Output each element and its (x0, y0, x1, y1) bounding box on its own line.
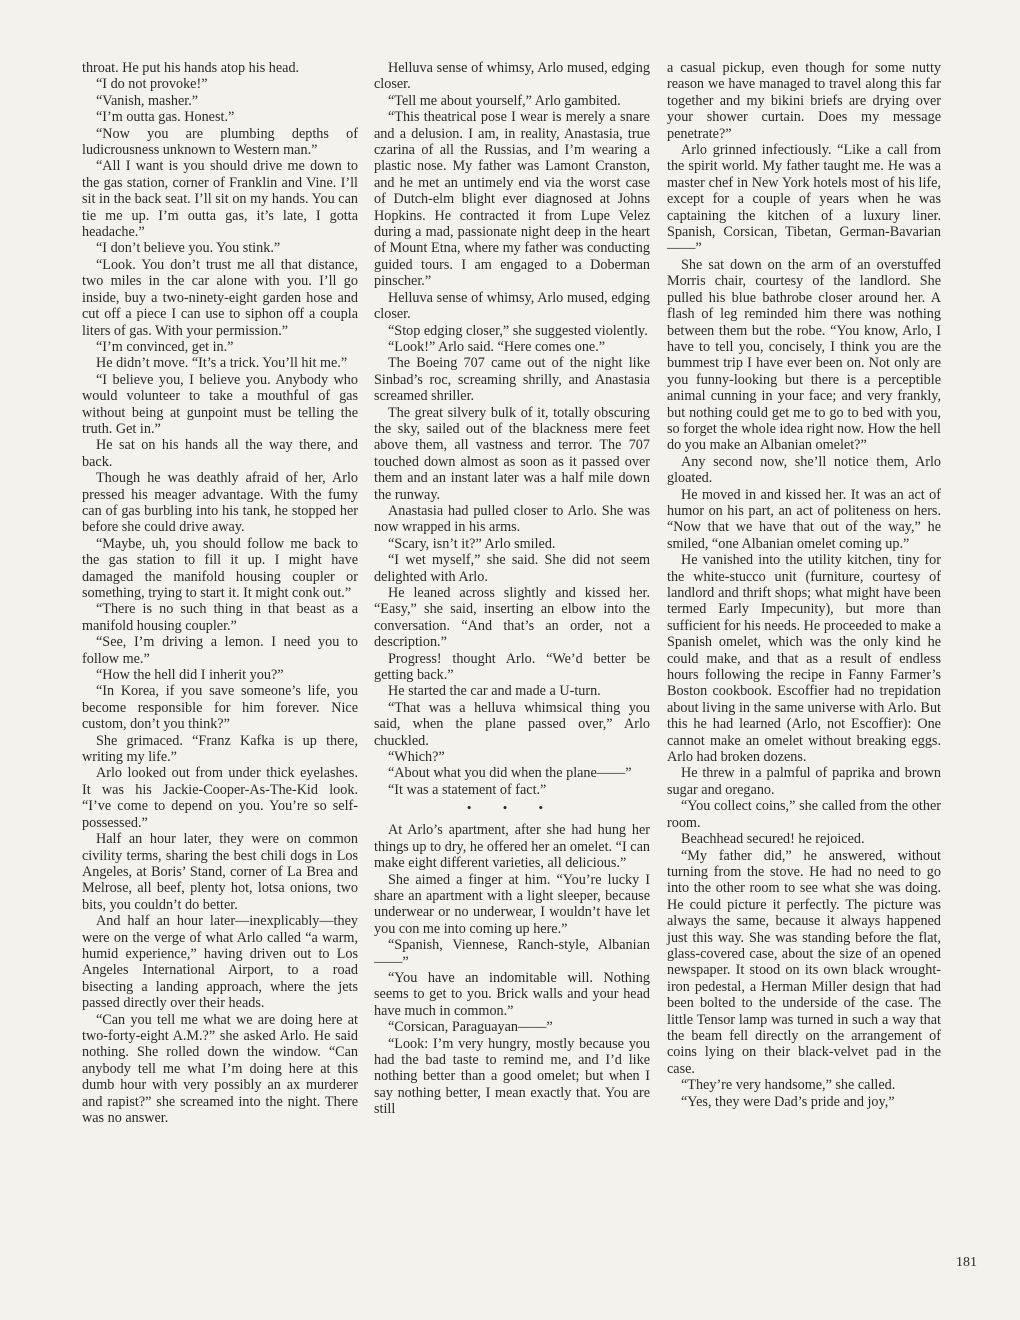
paragraph: “This theatrical pose I wear is merely a snare and a delusion. I am, in reality, Anastasia, true czarina of all the Russias, and I’m wearing a plastic nose. My father was Lamont Cranston, and he met an untimely end via the worst case of Dutch-elm blight ever diagnosed at Johns Hopkins. He contracted it from Lupe Velez during a mad, passionate night deep in the heart of Mount Etna, where my father was conducting guided tours. I am engaged to a Doberman pinscher.” (374, 109, 650, 290)
paragraph: “My father did,” he answered, without turning from the stove. He had no need to go into the other room to see what she was doing. He could picture it perfectly. The picture was always the same, because it always happened just this way. She was standing before the flat, glass-covered case, about the size of an opened newspaper. It stood on its own black wrought-iron pedestal, a Herman Miller design that had been bolted to the underside of the case. The little Tensor lamp was turned in such a way that the beam fell directly on the arrangement of coins lying on their black-velvet pad in the case. (667, 847, 941, 1077)
paragraph: Anastasia had pulled closer to Arlo. She was now wrapped in his arms. (374, 502, 650, 536)
paragraph: “Spanish, Viennese, Ranch-style, Albanian——” (374, 937, 650, 970)
paragraph: “Vanish, masher.” (96, 92, 199, 109)
paragraph: She sat down on the arm of an overstuffed Morris chair, courtesy of the landlord. She pulled his blue bathrobe closer around her. A flash of leg reminded him there was nothing between them but the robe. “You know, Arlo, I have to tell you, concisely, I think you are the bummest trip I have ever been on. Not only are you funny-looking but there is a perceptible animal cunning in your face; and very frankly, but nothing could get me to go to bed with you, so forget the whole idea right now. How the hell do you make an Albanian omelet?” (667, 256, 941, 454)
paragraph: “Can you tell me what we are doing here at two-forty-eight A.M.?” she asked Arlo. He said nothing. She rolled down the window. “Can anybody tell me what I’m doing here at this dumb hour with very possibly an ax murderer and rapist?” she screamed into the night. There was no answer. (82, 1011, 358, 1126)
text-column-3 (667, 60, 941, 1110)
paragraph: Helluva sense of whimsy, Arlo mused, edging closer. (374, 60, 650, 93)
paragraph: “Look!” Arlo said. “Here comes one.” (388, 338, 606, 355)
paragraph: throat. He put his hands atop his head. (82, 60, 300, 76)
paragraph: Half an hour later, they were on common civility terms, sharing the best chili dogs in Los Angeles, at Boris’ Stand, corner of La Brea and Melrose, all beef, plenty hot, lotsa onions, two bits, you couldn’t do better. (82, 831, 358, 913)
paragraph: “I believe you, I believe you. Anybody who would volunteer to take a mouthful of gas without being at gunpoint must be telling the truth. Get in.” (82, 371, 358, 437)
paragraph: “I’m outta gas. Honest.” (96, 109, 235, 126)
paragraph: “Scary, isn’t it?” Arlo smiled. (388, 535, 556, 552)
paragraph: Though he was deathly afraid of her, Arlo pressed his meager advantage. With the fumy can of gas burbling into his tank, he stopped her before she could drive away. (82, 470, 358, 536)
paragraph: The great silvery bulk of it, totally obscuring the sky, sailed out of the blackness mere feet above them, all vastness and terror. The 707 touched down almost as soon as it passed over them and an instant later was a half mile down the runway. (374, 404, 650, 503)
paragraph: And half an hour later—inexplicably—they were on the verge of what Arlo called “a warm, humid experience,” having driven out to Los Angeles International Airport, to a road bisecting a landing approach, where the jets passed directly over their heads. (82, 913, 358, 1012)
paragraph: Helluva sense of whimsy, Arlo mused, edging closer. (374, 289, 650, 323)
paragraph: “I do not provoke!” (96, 76, 208, 93)
paragraph: “Look. You don’t trust me all that distance, two miles in the car alone with you. I’ll go inside, buy a two-ninety-eight garden hose and cut off a piece I can use to siphon off a coupla liters of gas. With your permission.” (82, 256, 358, 339)
paragraph: “About what you did when the plane——” (388, 765, 632, 782)
paragraph: At Arlo’s apartment, after she had hung her things up to dry, he offered her an omelet. “I can make eight different varieties, all delicious.” (374, 822, 650, 872)
paragraph: “See, I’m driving a lemon. I need you to follow me.” (82, 634, 358, 667)
paragraph: Progress! thought Arlo. “We’d better be getting back.” (374, 650, 650, 684)
paragraph: He threw in a palmful of paprika and brown sugar and oregano. (667, 765, 941, 798)
paragraph: “Stop edging closer,” she suggested violently. (388, 322, 648, 339)
paragraph: “I wet myself,” she said. She did not seem delighted with Arlo. (374, 552, 650, 585)
paragraph: “Look: I’m very hungry, mostly because you had the bad taste to remind me, and I’d like nothing better than a good omelet; but when I say nothing better, I mean exactly that. You are still (374, 1035, 650, 1118)
text-column-1 (82, 60, 358, 1126)
paragraph: He sat on his hands all the way there, and back. (82, 437, 358, 470)
paragraph: He started the car and made a U-turn. (388, 683, 601, 700)
paragraph: “They’re very handsome,” she called. (681, 1077, 896, 1094)
paragraph: “Maybe, uh, you should follow me back to the gas station to fill it up. I might have damaged the manifold housing coupler or something, trying to start it. It might conk out.” (82, 535, 358, 601)
page-number: 181 (956, 1255, 977, 1270)
text-column-2 (374, 60, 650, 1118)
paragraph: “In Korea, if you save someone’s life, you become responsible for him forever. Nice custom, don’t you think?” (82, 683, 358, 733)
paragraph: “I don’t believe you. You stink.” (96, 240, 281, 257)
paragraph: “Corsican, Paraguayan——” (388, 1019, 553, 1036)
paragraph: Arlo grinned infectiously. “Like a call from the spirit world. My father taught me. He was a master chef in New York hotels most of his life, except for a couple of years when he was captaining the kitchen of a luxury liner. Spanish, Corsican, Tibetan, German-Bavarian——” (667, 142, 941, 257)
paragraph: a casual pickup, even though for some nutty reason we have managed to travel along this far together and my bikini briefs are drying over your shower curtain. Does my message penetrate?” (667, 60, 941, 142)
paragraph: “Which?” (388, 749, 445, 766)
paragraph: “It was a statement of fact.” (388, 781, 547, 798)
paragraph: “You have an indomitable will. Nothing seems to get to you. Brick walls and your head have much in common.” (374, 969, 650, 1019)
paragraph: She grimaced. “Franz Kafka is up there, writing my life.” (82, 732, 358, 766)
paragraph: “Now you are plumbing depths of ludicrousness unknown to Western man.” (82, 125, 358, 159)
paragraph: Arlo looked out from under thick eyelashes. It was his Jackie-Cooper-As-The-Kid look. “I’ve come to depend on you. You’re so self-possessed.” (82, 765, 358, 831)
paragraph: “All I want is you should drive me down to the gas station, corner of Franklin and Vine. I’ll sit in the back seat. I’ll sit on my hands. You can tie me up. I’m outta gas, it’s late, I gotta headache.” (82, 158, 358, 241)
paragraph: “How the hell did I inherit you?” (96, 667, 284, 684)
paragraph: The Boeing 707 came out of the night like Sinbad’s roc, screaming shrilly, and Anastasia screamed shriller. (374, 355, 650, 405)
paragraph: Any second now, she’ll notice them, Arlo gloated. (667, 453, 941, 487)
paragraph: “Tell me about yourself,” Arlo gambited. (388, 92, 621, 109)
paragraph: “You collect coins,” she called from the other room. (667, 798, 941, 831)
paragraph: He moved in and kissed her. It was an act of humor on his part, an act of politeness on hers. “Now that we have that out of the way,” he smiled, “one Albanian omelet coming up.” (667, 486, 941, 552)
paragraph: “That was a helluva whimsical thing you said, when the plane passed over,” Arlo chuckled. (374, 699, 650, 749)
paragraph: He vanished into the utility kitchen, tiny for the white-stucco unit (furniture, courtesy of landlord and thrift shops; what might have been termed Early Impecunity), but more than sufficient for his needs. He proceeded to make a Spanish omelet, which was the only kind he could make, and that as a result of endless hours following the recipe in Fanny Farmer’s Boston cookbook. Escoffier had no trepidation about living in the same universe with Arlo. But this he had learned (Arlo, not Escoffier): One cannot make an omelet without breaking eggs. Arlo had broken dozens. (667, 552, 941, 766)
paragraph: Beachhead secured! he rejoiced. (681, 831, 865, 848)
paragraph: He leaned across slightly and kissed her. “Easy,” she said, inserting an elbow into the conversation. “And that’s an order, not a description.” (374, 585, 650, 651)
section-separator: • • • (466, 800, 558, 816)
paragraph: She aimed a finger at him. “You’re lucky I share an apartment with a light sleeper, because underwear or no underwear, I wouldn’t have let you con me into coming up here.” (374, 871, 650, 937)
paragraph: He didn’t move. “It’s a trick. You’ll hit me.” (96, 355, 348, 372)
paragraph: “I’m convinced, get in.” (96, 338, 234, 355)
paragraph: “There is no such thing in that beast as a manifold housing coupler.” (82, 601, 358, 634)
paragraph: “Yes, they were Dad’s pride and joy,” (681, 1093, 895, 1110)
